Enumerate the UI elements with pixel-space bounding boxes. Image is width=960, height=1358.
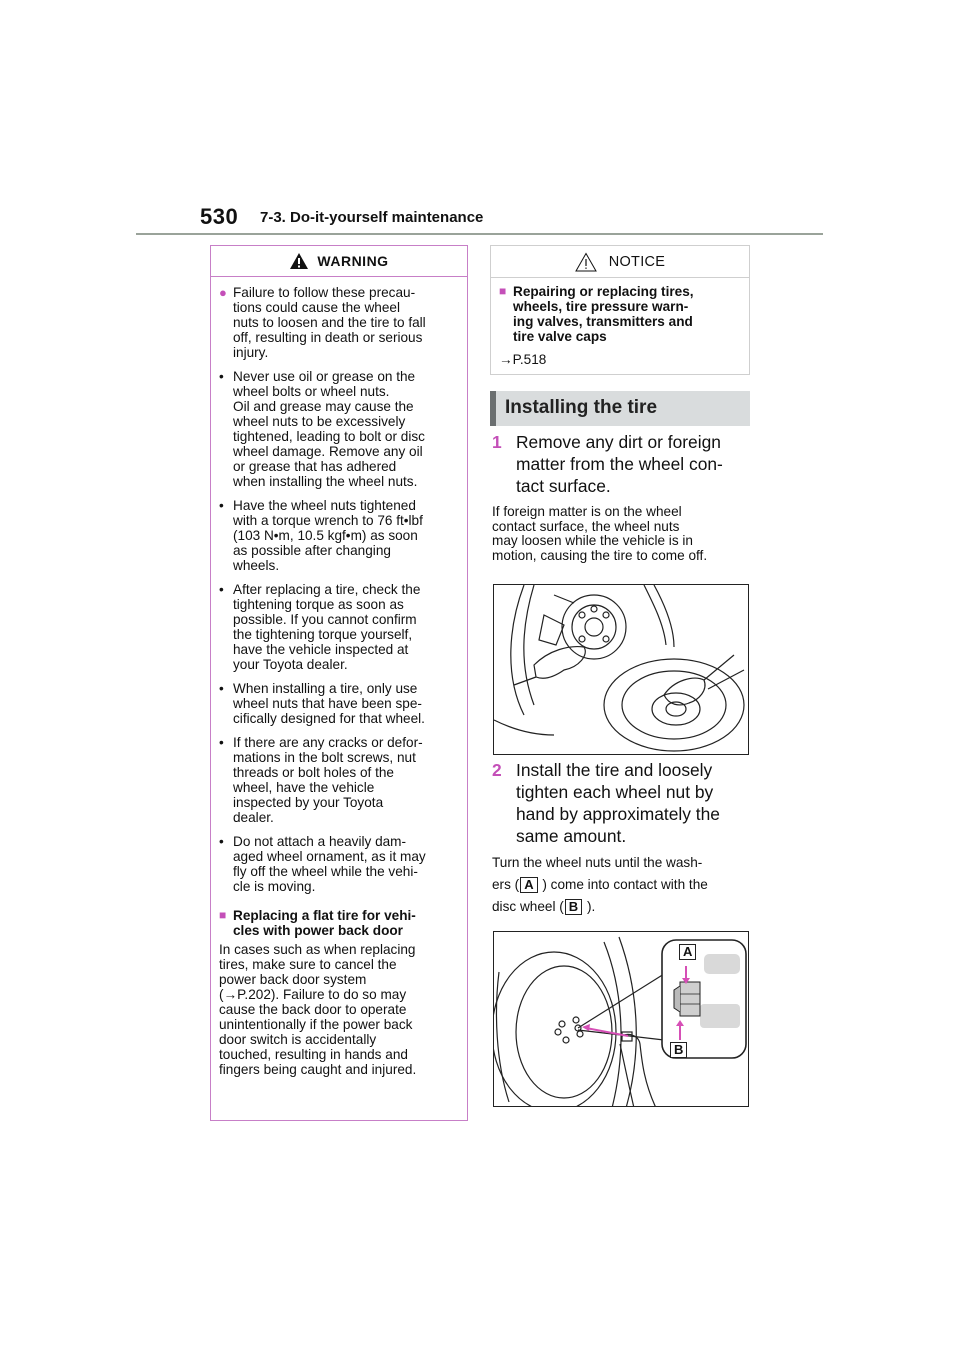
figure-label-a: A (679, 944, 696, 960)
step-text: Install the tire and loosely tighten each wheel nut by hand by approximately the same amount. (516, 760, 720, 846)
warning-bullet-text: Never use oil or grease on the wheel bolts or wheel nuts. Oil and grease may cause the wheel nuts to be excessively tightened, leading to bolt or disc wheel damage. Remove any oil or grease that has adhered when installing the wheel nuts. (233, 369, 425, 489)
warning-bullet (219, 834, 461, 894)
warning-title: WARNING (317, 253, 389, 269)
warning-bullet-text: After replacing a tire, check the tightening torque as soon as possible. If you cannot confirm the tightening torque yourself, have the vehicle inspected at your Toyota dealer. (233, 582, 421, 672)
warning-lead (219, 285, 461, 360)
label-a-box: A (520, 877, 537, 893)
bullet-icon: • (219, 369, 224, 384)
warning-subhead (219, 908, 461, 938)
step-text: Remove any dirt or foreign matter from the wheel con- tact surface. (516, 432, 723, 496)
bullet-icon: • (219, 735, 224, 750)
square-bullet-icon: ■ (499, 284, 507, 298)
step-2-desc-line-1: Turn the wheel nuts until the wash- (492, 855, 703, 870)
warning-triangle-icon (289, 252, 309, 270)
bullet-icon: • (219, 834, 224, 849)
step-2-desc-text: ers ( (492, 877, 520, 892)
warning-header (211, 246, 467, 277)
label-b-box: B (565, 899, 582, 915)
step-number: 2 (492, 760, 502, 780)
warning-body (211, 277, 467, 1077)
warning-bullet-text: Have the wheel nuts tightened with a torque wrench to 76 ft•lbf (103 N•m, 10.5 kgf•m) as soon as possible after changing wheels. (233, 498, 423, 573)
bullet-icon: • (219, 681, 224, 696)
wheel-cleaning-drawing (494, 585, 749, 755)
warning-bullet-text: When installing a tire, only use wheel nuts that have been spe- cifically designed for that wheel. (233, 681, 425, 726)
warning-bullet-text: Do not attach a heavily dam- aged wheel ornament, as it may fly off the wheel while the vehi- cle is moving. (233, 834, 426, 894)
step-2-desc-line-2 (492, 874, 754, 896)
caution-triangle-icon (575, 252, 597, 272)
warning-box (210, 245, 468, 1121)
step-1 (492, 431, 754, 497)
warning-bullet (219, 369, 461, 489)
notice-body (491, 278, 749, 367)
notice-box (490, 245, 750, 375)
warning-lead-text: Failure to follow these precau- tions could cause the wheel nuts to loosen and the tire to fall off, resulting in death or serious injury. (233, 285, 426, 360)
square-bullet-icon: ■ (219, 908, 227, 922)
page-number: 530 (200, 204, 239, 229)
step-number: 1 (492, 432, 502, 452)
bullet-icon: • (219, 498, 224, 513)
step-2-desc-line-3 (492, 896, 754, 918)
warning-subhead-text: Replacing a flat tire for vehi- cles with power back door (233, 908, 416, 938)
wheel-nut-drawing (494, 932, 749, 1107)
warning-bullet (219, 735, 461, 825)
section-heading (490, 391, 750, 426)
heading-bar (490, 391, 496, 426)
bullet-dot-icon: ● (219, 285, 227, 300)
step-2-description (492, 852, 754, 918)
section-heading-text: Installing the tire (505, 397, 658, 418)
warning-paragraph: In cases such as when replacing tires, make sure to cancel the power back door system (→P.202). Failure to do so may cause the back door to operate unintentionally if the power back door switch is accidentally touched, resulting in hands and fingers being caught and injured. (219, 942, 417, 1077)
bullet-icon: • (219, 582, 224, 597)
step-2-desc-text: ). (583, 899, 596, 914)
step-2-desc-text: disc wheel ( (492, 899, 564, 914)
figure-label-b: B (670, 1042, 687, 1058)
notice-reference: →P.518 (499, 352, 547, 367)
step-2 (492, 759, 754, 847)
notice-title: NOTICE (608, 253, 666, 270)
wheel-cleaning-illustration (493, 584, 749, 755)
section-title: 7-3. Do-it-yourself maintenance (260, 209, 484, 226)
notice-header (491, 246, 749, 278)
warning-bullet-text: If there are any cracks or defor- mations in the bolt screws, nut threads or bolt holes of the wheel, have the vehicle inspected by your Toyota dealer. (233, 735, 423, 825)
header-rule (136, 233, 823, 235)
warning-bullet (219, 582, 461, 672)
step-2-desc-text: ) come into contact with the (538, 877, 708, 892)
wheel-nut-illustration (493, 931, 749, 1107)
warning-bullet (219, 498, 461, 573)
step-1-description: If foreign matter is on the wheel contact surface, the wheel nuts may loosen while the vehicle is in motion, causing the tire to come off. (492, 504, 708, 563)
notice-subhead-text: Repairing or replacing tires, wheels, tire pressure warn- ing valves, transmitters and tire valve caps (513, 284, 694, 344)
notice-subhead (499, 284, 741, 344)
warning-bullet (219, 681, 461, 726)
